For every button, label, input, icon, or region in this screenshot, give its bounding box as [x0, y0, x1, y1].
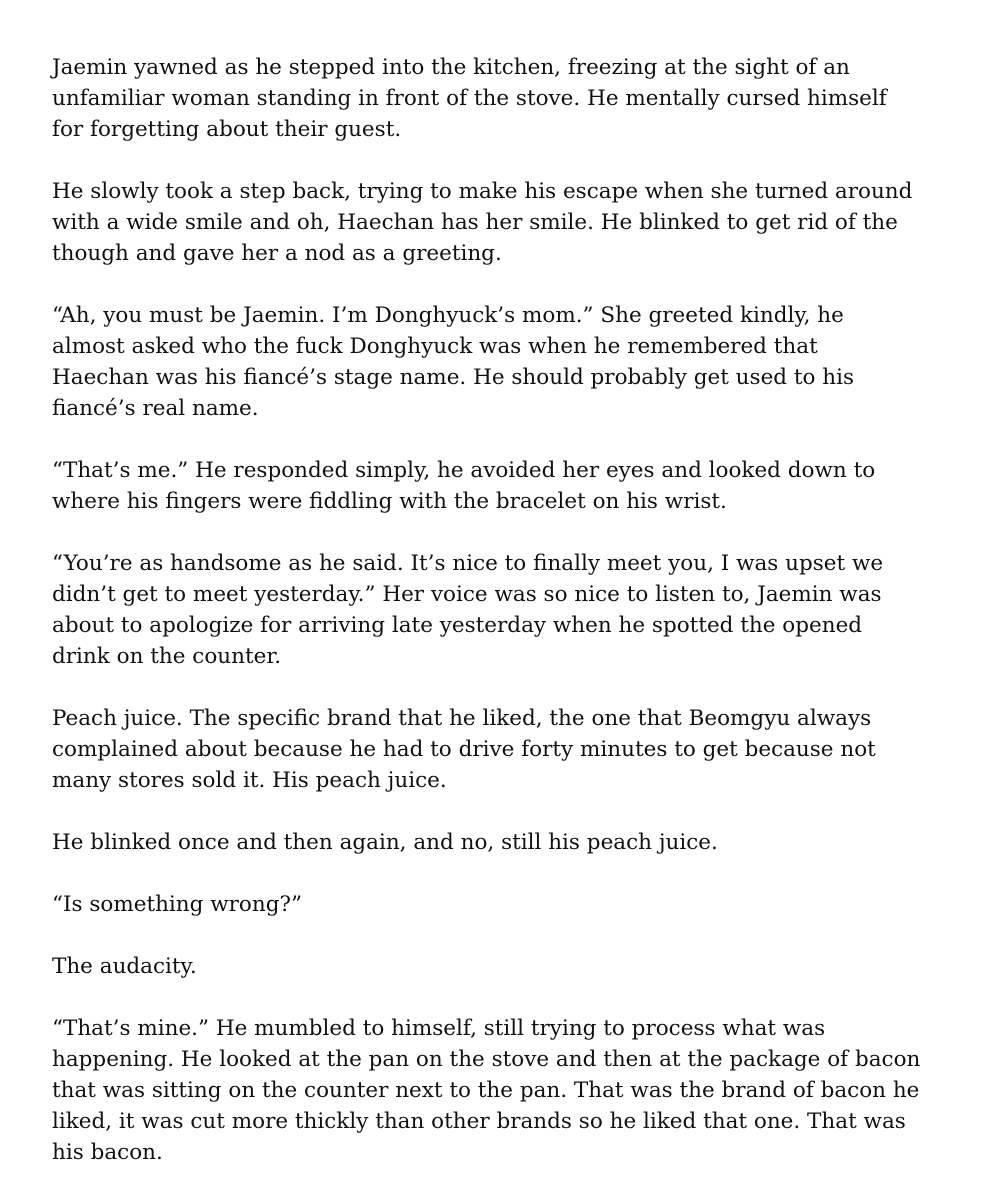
text-line: The audacity. [52, 954, 197, 979]
text-line: fiancé’s real name. [52, 396, 259, 421]
text-line: that was sitting on the counter next to the pan. That was the brand of bacon he [52, 1078, 920, 1103]
text-line: happening. He looked at the pan on the stove and then at the package of bacon [52, 1047, 921, 1072]
text-line: drink on the counter. [52, 644, 282, 669]
paragraph-7 [52, 827, 952, 858]
text-line: for forgetting about their guest. [52, 117, 402, 142]
paragraph-10 [52, 1013, 952, 1168]
text-line: liked, it was cut more thickly than other brands so he liked that one. That was [52, 1109, 906, 1134]
text-line: about to apologize for arriving late yesterday when he spotted the opened [52, 613, 863, 638]
text-line: his bacon. [52, 1140, 163, 1165]
text-line: “That’s mine.” He mumbled to himself, still trying to process what was [52, 1016, 826, 1041]
paragraph-6 [52, 703, 952, 796]
text-line: where his fingers were fiddling with the bracelet on his wrist. [52, 489, 727, 514]
text-line: many stores sold it. His peach juice. [52, 768, 447, 793]
text-line: didn’t get to meet yesterday.” Her voice was so nice to listen to, Jaemin was [52, 582, 882, 607]
text-line: “Ah, you must be Jaemin. I’m Donghyuck’s mom.” She greeted kindly, he [52, 303, 844, 328]
paragraph-3 [52, 300, 952, 424]
text-line: complained about because he had to drive forty minutes to get because not [52, 737, 876, 762]
paragraph-2 [52, 176, 952, 269]
text-line: He blinked once and then again, and no, still his peach juice. [52, 830, 718, 855]
text-line: “You’re as handsome as he said. It’s nice to finally meet you, I was upset we [52, 551, 884, 576]
text-line: Jaemin yawned as he stepped into the kitchen, freezing at the sight of an [52, 55, 850, 80]
text-line: Peach juice. The specific brand that he liked, the one that Beomgyu always [52, 706, 872, 731]
text-line: Haechan was his fiancé’s stage name. He should probably get used to his [52, 365, 855, 390]
paragraph-8 [52, 889, 952, 920]
text-line: with a wide smile and oh, Haechan has her smile. He blinked to get rid of the [52, 210, 898, 235]
paragraph-9 [52, 951, 952, 982]
paragraph-5 [52, 548, 952, 672]
text-line: “That’s me.” He responded simply, he avoided her eyes and looked down to [52, 458, 876, 483]
paragraph-4 [52, 455, 952, 517]
text-line: almost asked who the fuck Donghyuck was when he remembered that [52, 334, 818, 359]
text-line: He slowly took a step back, trying to make his escape when she turned around [52, 179, 913, 204]
text-line: unfamiliar woman standing in front of the stove. He mentally cursed himself [52, 86, 887, 111]
story-page [52, 52, 952, 1168]
text-line: though and gave her a nod as a greeting. [52, 241, 502, 266]
paragraph-1 [52, 52, 952, 145]
text-line: “Is something wrong?” [52, 892, 303, 917]
